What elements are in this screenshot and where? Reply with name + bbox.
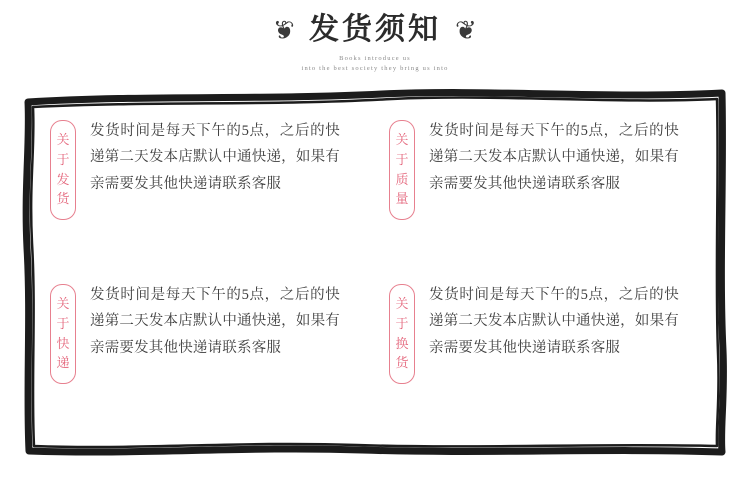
tag-char: 快	[56, 335, 70, 351]
notice-text-exchange: 发货时间是每天下午的5点，之后的快递第二天发本店默认中通快递，如果有亲需要发其他快递请联系客服	[429, 287, 679, 356]
tag-char: 关	[395, 295, 409, 311]
notice-item-express	[50, 282, 361, 428]
notice-item-exchange	[389, 282, 700, 428]
tag-char: 货	[395, 355, 409, 371]
tag-char: 关	[56, 295, 70, 311]
tag-char: 关	[395, 131, 409, 147]
page-subtitle-line1: Books introduce us	[339, 55, 411, 62]
tag-char: 递	[56, 355, 70, 371]
notice-text-quality: 发货时间是每天下午的5点，之后的快递第二天发本店默认中通快递，如果有亲需要发其他快递请联系客服	[429, 123, 679, 192]
notice-grid	[50, 118, 700, 428]
tag-quality	[389, 120, 415, 220]
notice-text-shipping: 发货时间是每天下午的5点，之后的快递第二天发本店默认中通快递，如果有亲需要发其他快递请联系客服	[90, 123, 340, 192]
notice-item-quality	[389, 118, 700, 264]
tag-char: 关	[56, 131, 70, 147]
tag-char: 换	[395, 335, 409, 351]
tag-char: 货	[56, 191, 70, 207]
tag-express	[50, 284, 76, 384]
page-subtitle-line2: into the best society they bring us into	[301, 64, 449, 72]
tag-char: 发	[56, 171, 70, 187]
ornament-swirl-right-icon: ❦	[455, 15, 477, 45]
notice-item-shipping	[50, 118, 361, 264]
tag-exchange	[389, 284, 415, 384]
ornament-swirl-left-icon: ❦	[273, 15, 295, 45]
tag-char: 于	[395, 315, 409, 331]
page-subtitle	[301, 54, 448, 74]
title-row	[273, 8, 477, 52]
tag-char: 于	[56, 151, 70, 167]
notice-text-express: 发货时间是每天下午的5点，之后的快递第二天发本店默认中通快递，如果有亲需要发其他快递请联系客服	[90, 287, 340, 356]
page-title: 发货须知	[309, 13, 441, 46]
tag-char: 于	[395, 151, 409, 167]
page-header	[0, 8, 750, 78]
tag-char: 量	[395, 191, 409, 207]
tag-char: 于	[56, 315, 70, 331]
tag-shipping	[50, 120, 76, 220]
tag-char: 质	[395, 171, 409, 187]
